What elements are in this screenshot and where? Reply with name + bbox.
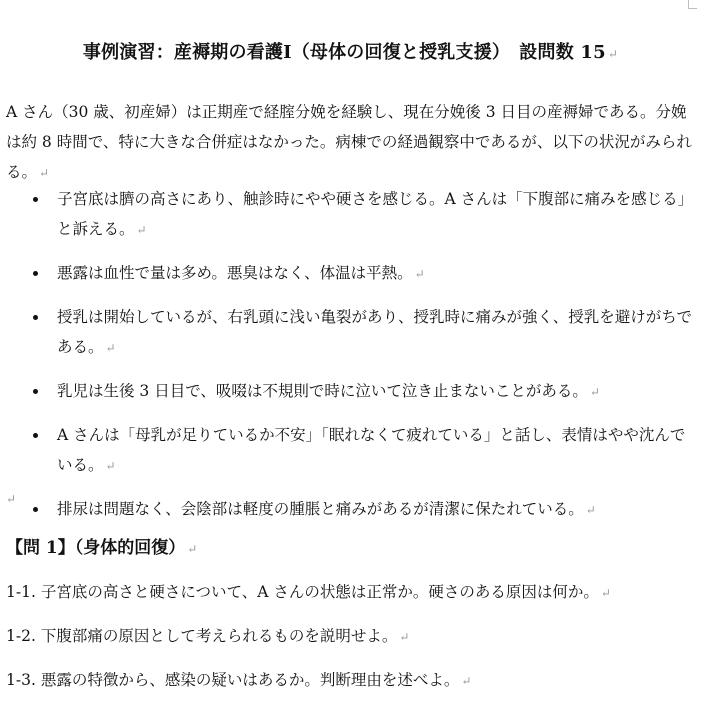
paragraph-mark-icon: ↵	[105, 341, 116, 355]
paragraph-mark-icon: ↵	[589, 385, 600, 399]
question-item: 1-2. 下腹部痛の原因として考えられるものを説明せよ。 ↵	[6, 627, 410, 645]
paragraph-mark-icon: ↵	[414, 267, 425, 281]
page-corner-mark	[688, 0, 697, 9]
question-item: 1-3. 悪露の特徴から、感染の疑いはあるか。判断理由を述べよ。 ↵	[6, 671, 472, 689]
list-item: 授乳は開始しているが、右乳頭に浅い亀裂があり、授乳時に痛みが強く、授乳を避けがちである。 ↵	[0, 302, 701, 363]
bullet-icon	[33, 507, 38, 512]
question-item: 1-1. 子宮底の高さと硬さについて、A さんの状態は正常か。硬さのある原因は何か。 ↵	[6, 583, 611, 601]
paragraph-mark-icon: ↵	[399, 630, 410, 644]
list-item: 乳児は生後 3 日目で、吸啜は不規則で時に泣いて泣き止まないことがある。 ↵	[0, 376, 701, 407]
bullet-icon	[33, 389, 38, 394]
paragraph-mark-icon: ↵	[136, 223, 147, 237]
document-title: 事例演習：産褥期の看護Ⅰ（母体の回復と授乳支援） 設問数 15 ↵	[82, 42, 619, 63]
paragraph-mark-icon: ↵	[105, 459, 116, 473]
paragraph-mark-icon: ↵	[585, 503, 596, 517]
paragraph-mark-icon: ↵	[39, 166, 50, 180]
question-list	[6, 577, 696, 709]
empty-paragraph-mark-icon: ↵	[6, 492, 17, 506]
bullet-icon	[33, 197, 38, 202]
case-findings-list	[0, 184, 701, 538]
list-item: 排尿は問題なく、会陰部は軽度の腫脹と痛みがあるが清潔に保たれている。 ↵	[0, 494, 701, 525]
paragraph-mark-icon: ↵	[461, 674, 472, 688]
bullet-icon	[33, 315, 38, 320]
paragraph-mark-icon: ↵	[607, 47, 619, 61]
bullet-icon	[33, 433, 38, 438]
paragraph-mark-icon: ↵	[600, 586, 611, 600]
list-item: 悪露は血性で量は多め。悪臭はなく、体温は平熱。 ↵	[0, 258, 701, 289]
bullet-icon	[33, 271, 38, 276]
case-intro-paragraph: A さん（30 歳、初産婦）は正期産で経腟分娩を経験し、現在分娩後 3 日目の産褥婦である。分娩は約 8 時間で、特に大きな合併症はなかった。病棟での経過観察中であるが、以下の状況がみられる。 ↵	[6, 103, 692, 181]
list-item: 子宮底は臍の高さにあり、触診時にやや硬さを感じる。A さんは「下腹部に痛みを感じる」と訴える。 ↵	[0, 184, 701, 245]
paragraph-mark-icon: ↵	[187, 542, 198, 556]
list-item: A さんは「母乳が足りているか不安」「眠れなくて疲れている」と話し、表情はやや沈んでいる。 ↵	[0, 420, 701, 481]
section-heading: 【問 1】（身体的回復） ↵	[6, 538, 198, 558]
